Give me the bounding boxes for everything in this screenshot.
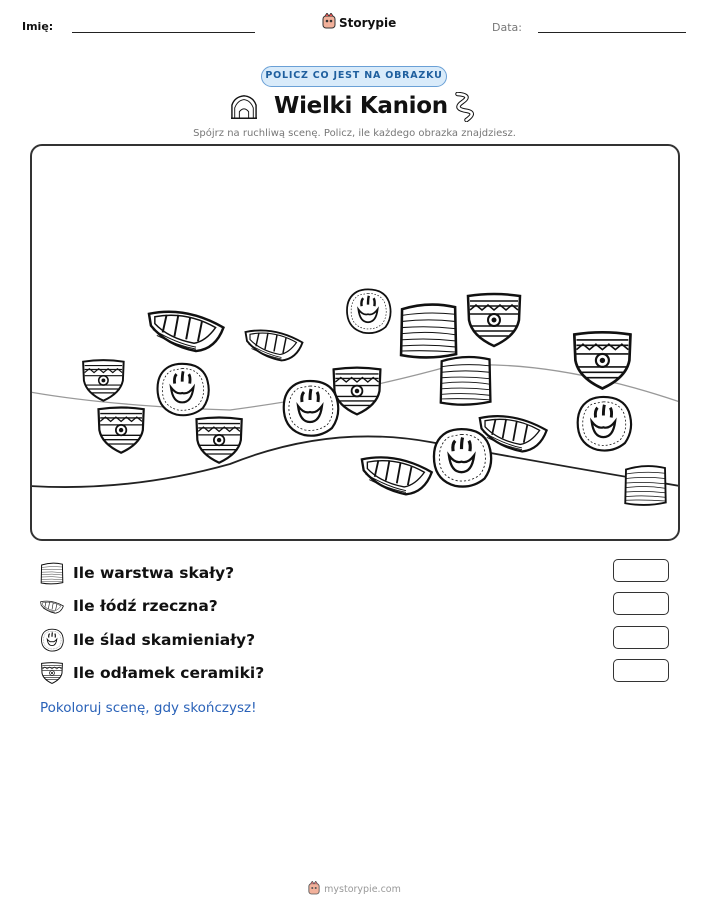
question-rock-layers (40, 561, 234, 585)
river-boat-icon (40, 594, 64, 618)
pottery-shard[interactable] (574, 332, 630, 388)
brand-logo (322, 13, 396, 32)
answer-box-river-boat[interactable] (613, 592, 669, 615)
answer-box-fossil-print[interactable] (613, 626, 669, 649)
pottery-shard[interactable] (468, 294, 520, 346)
river-icon (452, 92, 478, 122)
question-fossil-print (40, 628, 255, 652)
date-line[interactable] (538, 32, 686, 33)
pottery-shard[interactable] (334, 368, 381, 415)
storypie-mascot-icon (322, 13, 336, 32)
fossil-print[interactable] (158, 364, 209, 415)
question-text: Ile odłamek ceramiki? (73, 664, 265, 682)
river-boat[interactable] (149, 312, 223, 351)
fossil-print-icon (40, 628, 64, 652)
question-text: Ile łódź rzeczna? (73, 597, 218, 615)
pottery-shard[interactable] (98, 407, 143, 452)
answer-box-rock-layers[interactable] (613, 559, 669, 582)
title-block (230, 90, 480, 124)
name-label: Imię: (22, 20, 54, 33)
fossil-print[interactable] (284, 381, 339, 436)
coloring-note: Pokoloruj scenę, gdy skończysz! (40, 700, 257, 716)
river-boat[interactable] (246, 330, 303, 360)
footer (0, 881, 709, 898)
activity-badge: POLICZ CO JEST NA OBRAZKU (261, 66, 447, 87)
brand-name: Storypie (339, 15, 397, 30)
fossil-print[interactable] (578, 397, 631, 451)
name-line[interactable] (72, 32, 255, 33)
page-title: Wielki Kanion (274, 93, 448, 119)
pottery-shard[interactable] (83, 360, 124, 401)
counting-scene (30, 144, 680, 541)
rock-layers[interactable] (441, 357, 491, 405)
canyon-icon (230, 94, 258, 120)
rock-layers-icon (40, 561, 64, 585)
question-pottery-shard (40, 661, 264, 685)
answer-box-pottery-shard[interactable] (613, 659, 669, 682)
fossil-print[interactable] (347, 289, 391, 333)
rock-layers[interactable] (625, 466, 666, 505)
fossil-print[interactable] (434, 429, 491, 486)
pottery-shard[interactable] (196, 417, 241, 462)
date-label: Data: (492, 21, 522, 34)
storypie-mascot-icon (308, 881, 320, 898)
footer-url[interactable]: mystorypie.com (324, 884, 401, 895)
instructions: Spójrz na ruchliwą scenę. Policz, ile każdego obrazka znajdziesz. (193, 128, 516, 139)
question-river-boat (40, 594, 218, 618)
river-boat[interactable] (362, 457, 432, 494)
pottery-shard-icon (40, 661, 64, 685)
question-text: Ile warstwa skały? (73, 564, 235, 582)
rock-layers[interactable] (401, 305, 456, 358)
question-text: Ile ślad skamieniały? (73, 631, 256, 649)
